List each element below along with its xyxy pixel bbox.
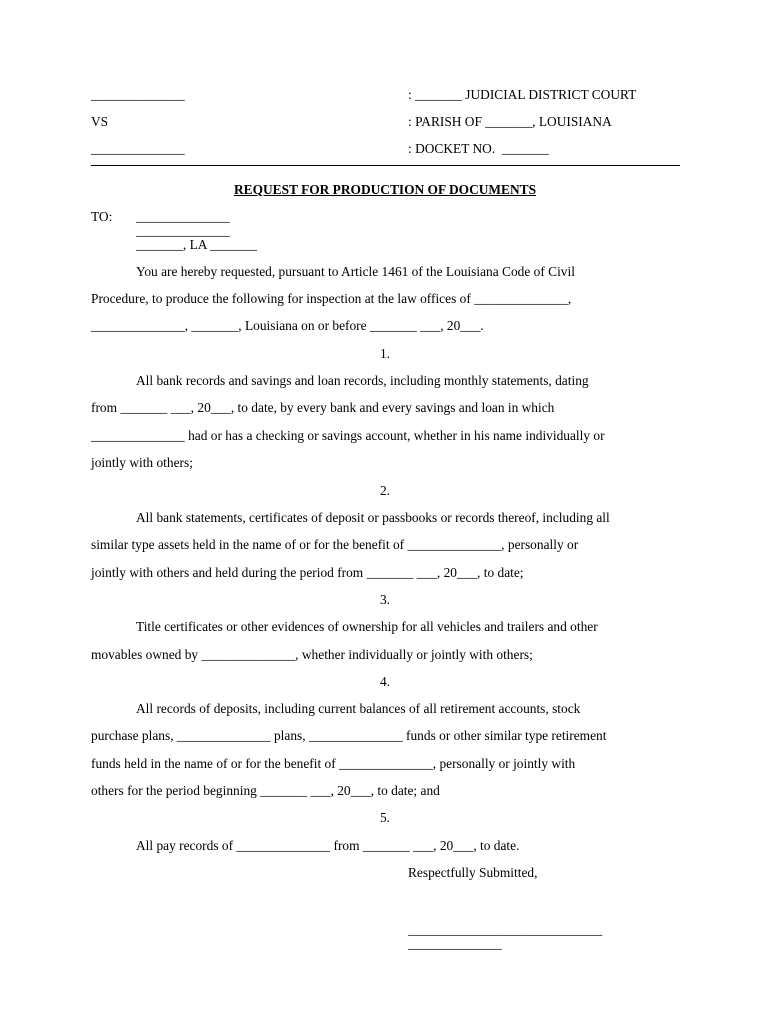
to-label: TO: [91, 209, 113, 224]
item-3-line-1: Title certificates or other evidences of ownership for all vehicles and trailers and other [136, 619, 598, 634]
intro-line-3: ______________, _______, Louisiana on or before _______ ___, 20___. [91, 318, 484, 333]
item-4-line-4: others for the period beginning _______ ___, 20___, to date; and [91, 783, 440, 798]
item-2-line-1: All bank statements, certificates of deposit or passbooks or records thereof, including all [136, 510, 610, 525]
item-1-line-2: from _______ ___, 20___, to date, by every bank and every savings and loan in which [91, 400, 555, 415]
defendant-blank: ______________ [91, 141, 185, 156]
item-1-line-1: All bank records and savings and loan records, including monthly statements, dating [136, 373, 589, 388]
respectfully-submitted: Respectfully Submitted, [408, 865, 538, 880]
item-number-5: 5. [379, 810, 391, 825]
attorney-name-line: ______________ [408, 936, 502, 951]
intro-line-1: You are hereby requested, pursuant to Article 1461 of the Louisiana Code of Civil [136, 264, 575, 279]
parish-line: : PARISH OF _______, LOUISIANA [408, 114, 612, 129]
docket-line: : DOCKET NO. _______ [408, 141, 549, 156]
item-1-line-4: jointly with others; [91, 455, 193, 470]
item-5-line-1: All pay records of ______________ from _______ ___, 20___, to date. [136, 838, 520, 853]
item-number-2: 2. [379, 483, 391, 498]
item-1-line-3: ______________ had or has a checking or savings account, whether in his name individually or [91, 428, 605, 443]
item-3-line-2: movables owned by ______________, whether individually or jointly with others; [91, 647, 533, 662]
item-number-1: 1. [379, 346, 391, 361]
plaintiff-blank: ______________ [91, 87, 185, 102]
item-2-line-3: jointly with others and held during the period from _______ ___, 20___, to date; [91, 565, 524, 580]
to-line-2: ______________ [136, 223, 230, 238]
to-line-3: _______, LA _______ [136, 237, 257, 252]
item-4-line-1: All records of deposits, including current balances of all retirement accounts, stock [136, 701, 581, 716]
item-number-3: 3. [379, 592, 391, 607]
court-line: : _______ JUDICIAL DISTRICT COURT [408, 87, 637, 102]
caption-divider [91, 165, 680, 166]
item-4-line-3: funds held in the name of or for the benefit of ______________, personally or jointly with [91, 756, 576, 771]
document-title: REQUEST FOR PRODUCTION OF DOCUMENTS [233, 182, 537, 197]
vs-label: VS [91, 114, 109, 129]
item-number-4: 4. [379, 674, 391, 689]
intro-line-2: Procedure, to produce the following for inspection at the law offices of ______________, [91, 291, 572, 306]
item-4-line-2: purchase plans, ______________ plans, ______________ funds or other similar type retirement [91, 728, 607, 743]
signature-line: _____________________________ [408, 922, 603, 937]
to-line-1: ______________ [136, 209, 230, 224]
item-2-line-2: similar type assets held in the name of or for the benefit of ______________, personally or [91, 537, 579, 552]
